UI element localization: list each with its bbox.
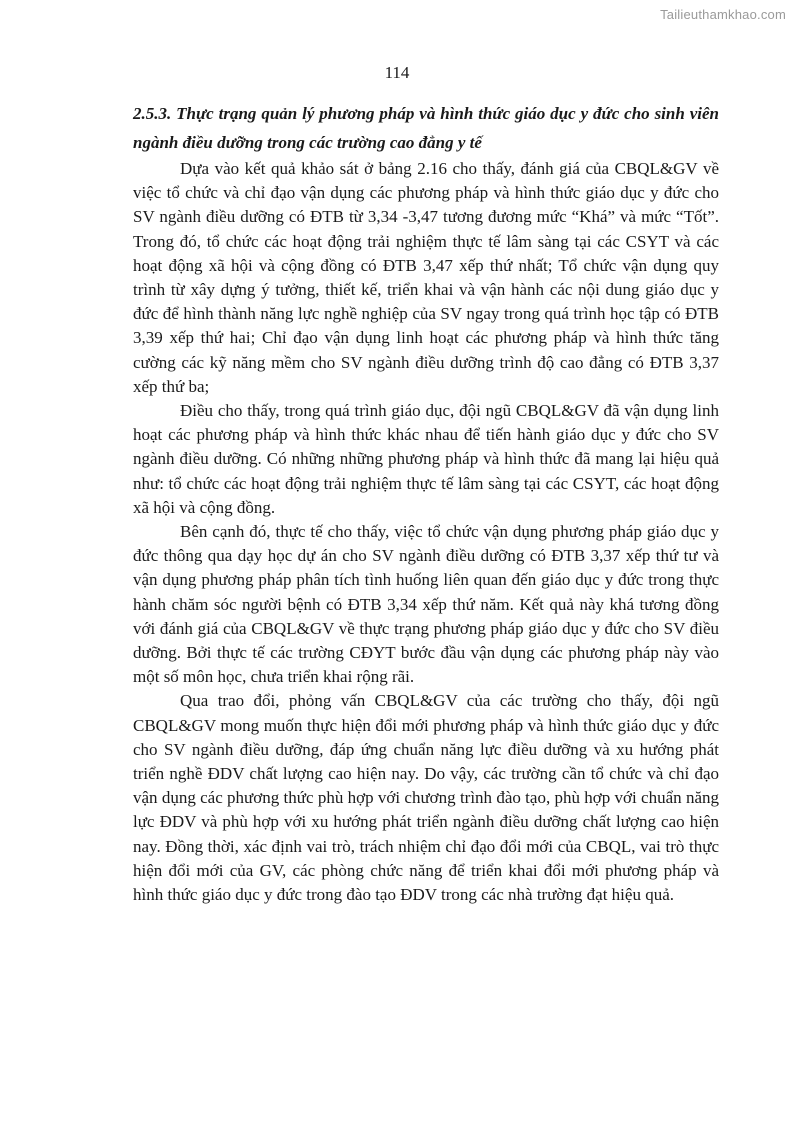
document-body xyxy=(133,99,719,907)
page-number: 114 xyxy=(384,63,410,82)
watermark: Tailieuthamkhao.com xyxy=(660,7,786,22)
paragraph-2: Điều cho thấy, trong quá trình giáo dục, đội ngũ CBQL&GV đã vận dụng linh hoạt các phương pháp và hình thức khác nhau để tiến hành giáo dục y đức cho SV ngành điều dưỡng. Có những những phương pháp và hình thức đã mang lại hiệu quả như: tổ chức các hoạt động trải nghiệm thực tế lâm sàng tại các CSYT, các hoạt động xã hội và cộng đồng. xyxy=(133,401,719,517)
paragraph-4: Qua trao đổi, phỏng vấn CBQL&GV của các trường cho thấy, đội ngũ CBQL&GV mong muốn thực hiện đổi mới phương pháp và hình thức giáo dục y đức cho SV ngành điều dưỡng, đáp ứng chuẩn năng lực điều dưỡng và xu hướng phát triển nghề ĐDV chất lượng cao hiện nay. Do vậy, các trường cần tổ chức và chỉ đạo vận dụng các phương thức phù hợp với chương trình đào tạo, phù hợp với chuẩn năng lực ĐDV và phù hợp với xu hướng phát triển ngành điều dưỡng chất lượng cao hiện nay. Đồng thời, xác định vai trò, trách nhiệm chỉ đạo đổi mới của CBQL, vai trò thực hiện đổi mới của GV, các phòng chức năng để triển khai đổi mới phương pháp và hình thức giáo dục y đức trong đào tạo ĐDV trong các nhà trường đạt hiệu quả. xyxy=(133,691,719,905)
paragraph-1: Dựa vào kết quả khảo sát ở bảng 2.16 cho thấy, đánh giá của CBQL&GV về việc tổ chức và chỉ đạo vận dụng các phương pháp và hình thức giáo dục y đức cho SV ngành điều dưỡng có ĐTB từ 3,34 -3,47 tương đương mức “Khá” và mức “Tốt”. Trong đó, tổ chức các hoạt động trải nghiệm thực tế lâm sàng tại các CSYT và các hoạt động xã hội và cộng đồng có ĐTB 3,47 xếp thứ nhất; Tổ chức vận dụng quy trình từ xây dựng ý tưởng, thiết kế, triển khai và vận hành các nội dung giáo dục y đức để hình thành năng lực nghề nghiệp của SV ngay trong quá trình học tập có ĐTB 3,39 xếp thứ hai; Chỉ đạo vận dụng linh hoạt các phương pháp và hình thức tăng cường các kỹ năng mềm cho SV ngành điều dưỡng trình độ cao đẳng có ĐTB 3,37 xếp thứ ba; xyxy=(133,159,719,396)
section-heading: 2.5.3. Thực trạng quản lý phương pháp và hình thức giáo dục y đức cho sinh viên ngành điều dưỡng trong các trường cao đẳng y tế xyxy=(133,104,719,152)
paragraph-3: Bên cạnh đó, thực tế cho thấy, việc tổ chức vận dụng phương pháp giáo dục y đức thông qua dạy học dự án cho SV ngành điều dưỡng có ĐTB 3,37 xếp thứ tư và vận dụng phương pháp phân tích tình huống liên quan đến giáo dục y đức trong thực hành chăm sóc người bệnh có ĐTB 3,34 xếp thứ năm. Kết quả này khá tương đồng với đánh giá của CBQL&GV về thực trạng phương pháp giáo dục y đức cho SV điều dưỡng. Bởi thực tế các trường CĐYT bước đầu vận dụng các phương pháp này vào một số môn học, chưa triển khai rộng rãi. xyxy=(133,522,719,687)
